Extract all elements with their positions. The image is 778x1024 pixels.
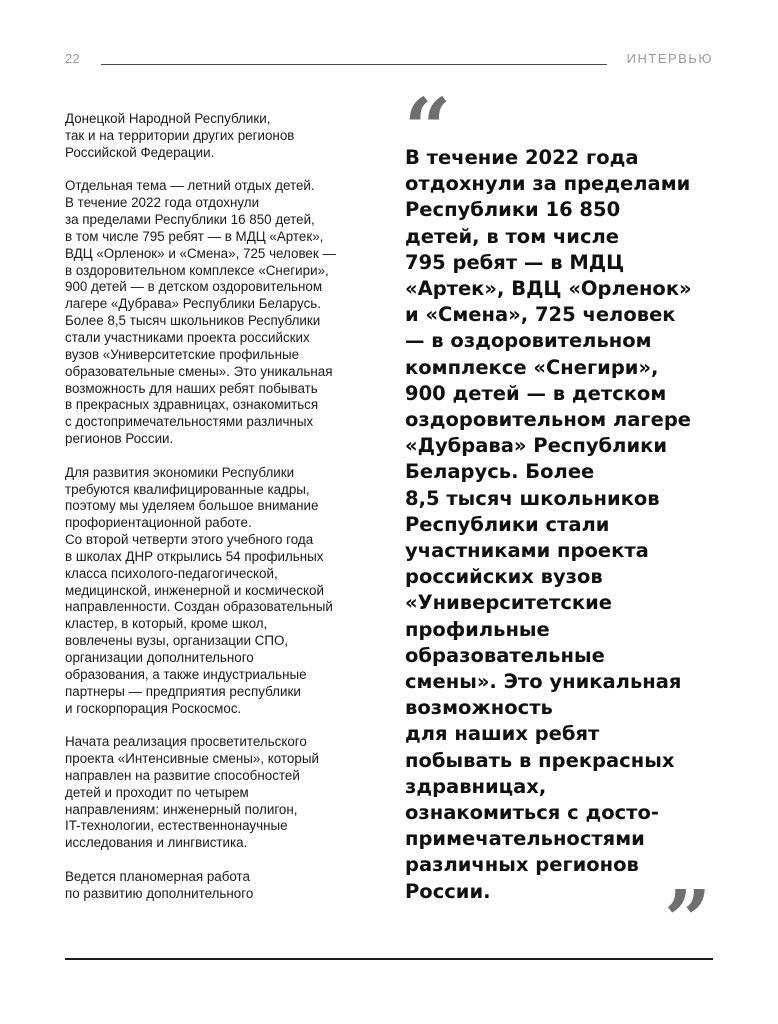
header-rule [101, 64, 607, 65]
body-paragraph: Отдельная тема — летний отдых детей. В течение 2022 года отдохнули за пределами Республики 16 850 детей, в том числе 795 ребят — в МДЦ «Артек», ВДЦ «Орленок» и «Смена», 725 человек — в оздоровительном комплексе «Снегири», 900 детей — в детском оздоровительном лагере «Дубрава» Республики Беларусь. Более 8,5 тысяч школьников Республики стали участниками проекта российских вузов «Университетские профильные образовательные смены». Это уникальная возможность для наших ребят побывать в прекрасных здравницах, ознакомиться с достопримечательностями различных регионов России. [65, 178, 336, 447]
section-label: ИНТЕРВЬЮ [626, 51, 713, 66]
page-number: 22 [65, 51, 81, 66]
quote-open-mark: “ [404, 81, 452, 177]
quote-close-mark: ” [664, 873, 712, 969]
body-paragraph: Донецкой Народной Республики, так и на территории других регионов Российской Федерации. [65, 111, 295, 160]
body-paragraph: Для развития экономики Республики требуются квалифицированные кадры, поэтому мы уделяем большое внимание профориентационной работе. Со второй четверти этого учебного года в школах ДНР открылись 54 профильных класса психолого-педагогической, медицинской, инженерной и космической направленности. Создан образовательный кластер, в который, кроме школ, вовлечены вузы, организации СПО, организации дополнительного образования, а также индустриальные партнеры — предприятия республики и госкорпорация Роскосмос. [65, 464, 333, 716]
body-paragraph: Ведется планомерная работа по развитию дополнительного [65, 868, 254, 901]
body-paragraph: Начата реализация просветительского проекта «Интенсивные смены», который направлен на развитие способностей детей и проходит по четырем направлениям: инженерный полигон, IT-технологии, естественнонаучные исследования и лингвистика. [65, 734, 319, 851]
footer-rule [65, 958, 713, 960]
body-text-column [65, 111, 385, 920]
pull-quote-text: В течение 2022 года отдохнули за пределами Республики 16 850 детей, в том числе 795 ребят — в МДЦ «Артек», ВДЦ «Орленок» и «Смена», 725 человек — в оздоровительном комплексе «Снегири», 900 детей — в детском оздоровительном лагере «Дубрава» Республики Беларусь. Более 8,5 тысяч школьников Республики стали участниками проекта российских вузов «Университетские профильные образовательные смены». Это уникальная возможность для наших ребят побывать в прекрасных здравницах, ознакомиться с досто- примечательностями различных регионов России. [405, 146, 692, 903]
